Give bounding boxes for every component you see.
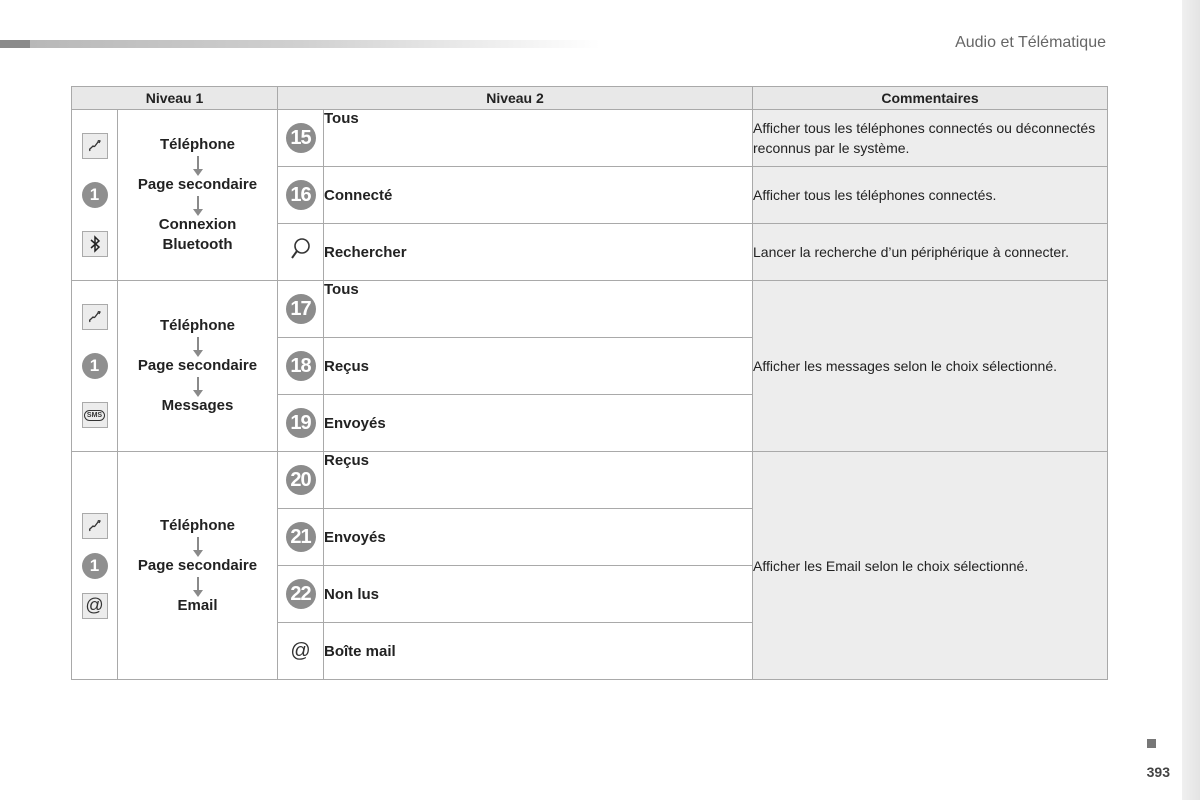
- path-step: Téléphone: [159, 516, 235, 534]
- row-comment: Lancer la recherche d’un périphérique à connecter.: [753, 224, 1108, 281]
- down-arrow-icon: [197, 196, 199, 210]
- search-icon: [289, 236, 313, 268]
- level1-path-cell: [118, 452, 278, 680]
- row-label: Tous: [324, 281, 753, 338]
- level1-icons-cell: [72, 452, 118, 680]
- row-comment: Afficher tous les téléphones connectés ou déconnectés reconnus par le système.: [753, 110, 1108, 167]
- phone-icon: [82, 304, 108, 330]
- bluetooth-icon: [82, 231, 108, 257]
- row-comment: Afficher tous les téléphones connectés.: [753, 167, 1108, 224]
- row-comment: Afficher les messages selon le choix sélectionné.: [753, 281, 1108, 452]
- at-icon: @: [82, 593, 108, 619]
- header-commentaires: Commentaires: [753, 87, 1108, 110]
- step-badge: 19: [286, 408, 316, 438]
- down-arrow-icon: [197, 156, 199, 170]
- step-badge: 15: [286, 123, 316, 153]
- row-label: Reçus: [324, 338, 753, 395]
- table-row: [72, 110, 1108, 167]
- row-comment: Afficher les Email selon le choix sélectionné.: [753, 452, 1108, 680]
- number-badge: 1: [82, 353, 108, 379]
- table-header-row: [72, 87, 1108, 110]
- down-arrow-icon: [197, 537, 199, 551]
- path-step: Messages: [161, 397, 234, 414]
- sms-icon-label: SMS: [84, 410, 105, 421]
- path-step: Page secondaire: [137, 176, 258, 193]
- phone-icon: [82, 133, 108, 159]
- number-badge: 1: [82, 553, 108, 579]
- row-label: Envoyés: [324, 395, 753, 452]
- row-label: Boîte mail: [324, 623, 753, 680]
- page-edge-strip: [1182, 0, 1200, 800]
- path-step: Téléphone: [159, 136, 235, 153]
- step-badge: 16: [286, 180, 316, 210]
- path-step: Connexion Bluetooth: [158, 216, 237, 253]
- down-arrow-icon: [197, 377, 199, 391]
- step-badge: 18: [286, 351, 316, 381]
- level1-path-cell: [118, 281, 278, 452]
- phone-icon: [82, 513, 108, 539]
- section-title: Audio et Télématique: [955, 34, 1106, 51]
- step-badge: 21: [286, 522, 316, 552]
- level1-path-cell: [118, 110, 278, 281]
- table-row: [72, 281, 1108, 338]
- row-label: Non lus: [324, 566, 753, 623]
- path-step: Page secondaire: [137, 556, 258, 574]
- row-label: Reçus: [324, 452, 753, 509]
- level1-icons-cell: [72, 281, 118, 452]
- down-arrow-icon: [197, 337, 199, 351]
- down-arrow-icon: [197, 577, 199, 591]
- menu-table: [71, 86, 1108, 680]
- number-badge: 1: [82, 182, 108, 208]
- step-badge: 20: [286, 465, 316, 495]
- path-step: Page secondaire: [137, 357, 258, 374]
- row-label: Rechercher: [324, 224, 753, 281]
- level1-icons-cell: [72, 110, 118, 281]
- page-marker: [1147, 739, 1156, 748]
- path-step: Téléphone: [159, 317, 235, 334]
- at-icon: @: [290, 639, 311, 662]
- row-label: Tous: [324, 110, 753, 167]
- row-label: Envoyés: [324, 509, 753, 566]
- sms-icon: [82, 402, 108, 428]
- path-step: Email: [177, 596, 218, 614]
- header-niveau-1: Niveau 1: [72, 87, 278, 110]
- row-label: Connecté: [324, 167, 753, 224]
- table-row: [72, 452, 1108, 509]
- header-niveau-2: Niveau 2: [278, 87, 753, 110]
- step-badge: 17: [286, 294, 316, 324]
- page-number: 393: [1146, 764, 1170, 780]
- step-badge: 22: [286, 579, 316, 609]
- header-gradient-bar: [0, 40, 600, 48]
